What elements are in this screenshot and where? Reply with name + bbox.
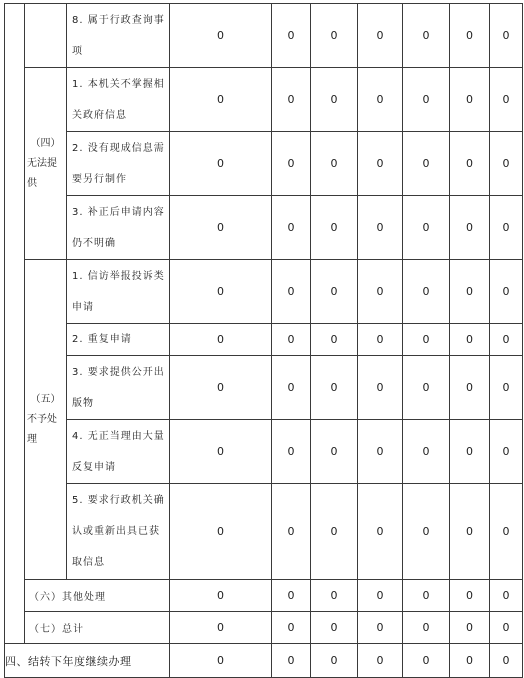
value-cell: 0 — [403, 196, 450, 260]
value-cell: 0 — [490, 4, 523, 68]
outer-merged-cell — [5, 4, 25, 644]
value-cell: 0 — [403, 260, 450, 324]
value-cell: 0 — [272, 356, 311, 420]
table-row — [5, 68, 523, 132]
group-subtitle: 不予处理 — [27, 413, 57, 445]
table-row — [5, 324, 523, 356]
row-label: 四、结转下年度继续办理 — [5, 644, 170, 678]
value-cell: 0 — [272, 4, 311, 68]
value-cell: 0 — [490, 484, 523, 580]
row-label: 3. 要求提供公开出版物 — [67, 356, 170, 420]
value-cell: 0 — [272, 580, 311, 612]
table-row — [5, 644, 523, 678]
value-cell: 0 — [358, 4, 403, 68]
group-label-5 — [25, 260, 67, 580]
value-cell: 0 — [450, 196, 490, 260]
row-label: （六）其他处理 — [25, 580, 170, 612]
value-cell: 0 — [311, 4, 358, 68]
table-row — [5, 132, 523, 196]
table-row — [5, 356, 523, 420]
value-cell: 0 — [403, 356, 450, 420]
table-row — [5, 484, 523, 580]
value-cell: 0 — [170, 580, 272, 612]
value-cell: 0 — [490, 420, 523, 484]
value-cell: 0 — [311, 644, 358, 678]
value-cell: 0 — [170, 324, 272, 356]
value-cell: 0 — [403, 132, 450, 196]
row-label: 5. 要求行政机关确认或重新出具已获取信息 — [67, 484, 170, 580]
value-cell: 0 — [170, 644, 272, 678]
value-cell: 0 — [358, 356, 403, 420]
value-cell: 0 — [490, 68, 523, 132]
value-cell: 0 — [450, 4, 490, 68]
value-cell: 0 — [170, 260, 272, 324]
value-cell: 0 — [450, 644, 490, 678]
value-cell: 0 — [358, 484, 403, 580]
value-cell: 0 — [272, 612, 311, 644]
value-cell: 0 — [272, 68, 311, 132]
value-cell: 0 — [403, 4, 450, 68]
value-cell: 0 — [311, 580, 358, 612]
value-cell: 0 — [490, 612, 523, 644]
value-cell: 0 — [403, 68, 450, 132]
table-row — [5, 420, 523, 484]
value-cell: 0 — [311, 324, 358, 356]
value-cell: 0 — [450, 260, 490, 324]
group-label-4 — [25, 68, 67, 260]
value-cell: 0 — [170, 420, 272, 484]
value-cell: 0 — [170, 68, 272, 132]
value-cell: 0 — [272, 420, 311, 484]
value-cell: 0 — [272, 132, 311, 196]
value-cell: 0 — [311, 132, 358, 196]
value-cell: 0 — [403, 612, 450, 644]
value-cell: 0 — [311, 420, 358, 484]
value-cell: 0 — [272, 260, 311, 324]
group-title: （五） — [30, 393, 61, 405]
table-row — [5, 260, 523, 324]
value-cell: 0 — [170, 4, 272, 68]
value-cell: 0 — [272, 324, 311, 356]
value-cell: 0 — [450, 420, 490, 484]
value-cell: 0 — [450, 324, 490, 356]
value-cell: 0 — [358, 580, 403, 612]
value-cell: 0 — [358, 68, 403, 132]
value-cell: 0 — [170, 132, 272, 196]
value-cell: 0 — [170, 612, 272, 644]
value-cell: 0 — [311, 612, 358, 644]
row-label: 8. 属于行政查询事项 — [67, 4, 170, 68]
value-cell: 0 — [358, 324, 403, 356]
value-cell: 0 — [403, 580, 450, 612]
value-cell: 0 — [358, 196, 403, 260]
value-cell: 0 — [311, 356, 358, 420]
value-cell: 0 — [450, 612, 490, 644]
row-label: 4. 无正当理由大量反复申请 — [67, 420, 170, 484]
group-title: （四） — [30, 137, 61, 149]
value-cell: 0 — [358, 260, 403, 324]
value-cell: 0 — [272, 644, 311, 678]
value-cell: 0 — [490, 132, 523, 196]
row-label: 2. 重复申请 — [67, 324, 170, 356]
row-label: 2. 没有现成信息需要另行制作 — [67, 132, 170, 196]
value-cell: 0 — [272, 484, 311, 580]
row-label: 1. 信访举报投诉类申请 — [67, 260, 170, 324]
value-cell: 0 — [490, 644, 523, 678]
value-cell: 0 — [358, 132, 403, 196]
value-cell: 0 — [272, 196, 311, 260]
value-cell: 0 — [311, 68, 358, 132]
value-cell: 0 — [170, 196, 272, 260]
statistics-table — [4, 3, 523, 678]
row-label: 3. 补正后申请内容仍不明确 — [67, 196, 170, 260]
value-cell: 0 — [490, 324, 523, 356]
value-cell: 0 — [490, 580, 523, 612]
table-row — [5, 580, 523, 612]
value-cell: 0 — [450, 68, 490, 132]
value-cell: 0 — [450, 356, 490, 420]
value-cell: 0 — [403, 420, 450, 484]
value-cell: 0 — [311, 484, 358, 580]
value-cell: 0 — [490, 356, 523, 420]
value-cell: 0 — [490, 196, 523, 260]
row-label: （七）总计 — [25, 612, 170, 644]
group-subtitle: 无法提供 — [27, 157, 57, 189]
value-cell: 0 — [403, 324, 450, 356]
value-cell: 0 — [358, 420, 403, 484]
table-row — [5, 196, 523, 260]
value-cell: 0 — [450, 132, 490, 196]
value-cell: 0 — [403, 484, 450, 580]
value-cell: 0 — [311, 196, 358, 260]
value-cell: 0 — [358, 612, 403, 644]
row-label: 1. 本机关不掌握相关政府信息 — [67, 68, 170, 132]
value-cell: 0 — [311, 260, 358, 324]
value-cell: 0 — [170, 356, 272, 420]
value-cell: 0 — [170, 484, 272, 580]
value-cell: 0 — [450, 484, 490, 580]
table-row — [5, 4, 523, 68]
value-cell: 0 — [403, 644, 450, 678]
value-cell: 0 — [490, 260, 523, 324]
value-cell: 0 — [450, 580, 490, 612]
group-empty-cell — [25, 4, 67, 68]
table-row — [5, 612, 523, 644]
value-cell: 0 — [358, 644, 403, 678]
